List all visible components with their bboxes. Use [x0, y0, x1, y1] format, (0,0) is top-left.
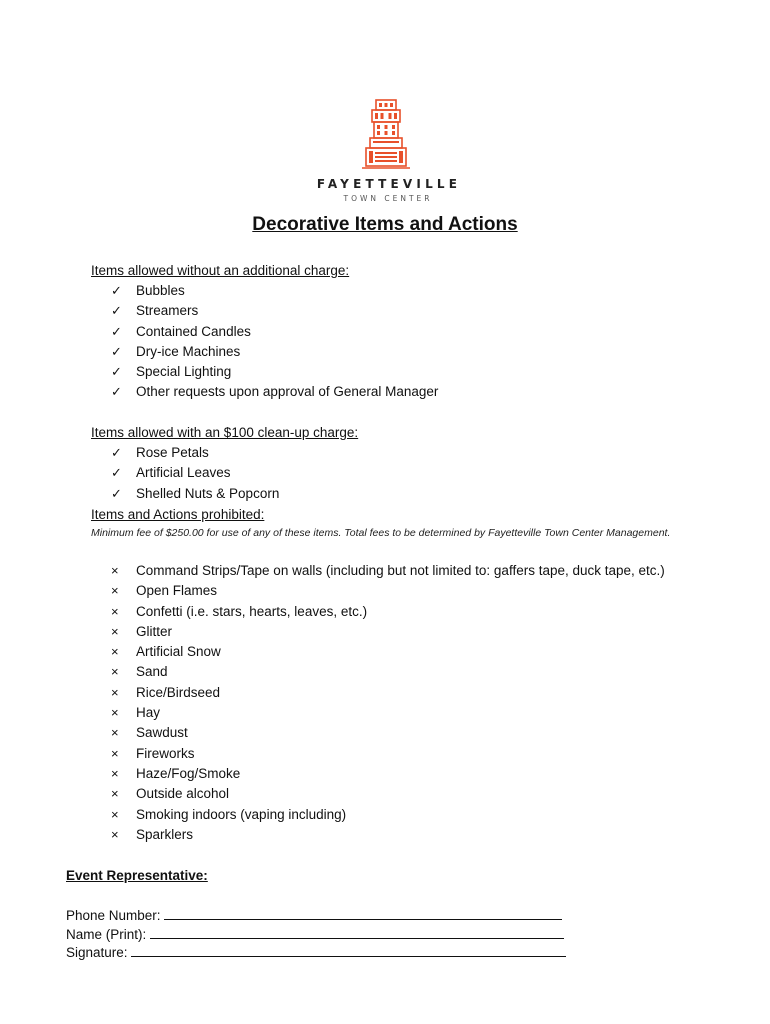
prohibited-item — [111, 683, 665, 703]
brand-name: FAYETTEVILLE — [316, 177, 462, 191]
signature-field[interactable] — [131, 942, 566, 957]
list-item-text: Streamers — [136, 303, 199, 319]
list-item-text: Shelled Nuts & Popcorn — [136, 485, 280, 501]
list-item-text: Special Lighting — [136, 364, 232, 380]
cross-mark-icon: × — [111, 786, 119, 802]
list-item-text: Fireworks — [136, 745, 195, 761]
free-item — [111, 382, 438, 402]
cleanup-item — [111, 443, 279, 463]
list-item-text: Rose Petals — [136, 445, 209, 460]
list-item-text: Outside alcohol — [136, 786, 230, 802]
prohibited-fee-note: Minimum fee of $250.00 for use of any of these items. Total fees to be determined by Fayetteville Town Center Management. — [91, 527, 671, 539]
name-print-row — [66, 924, 564, 942]
cross-mark-icon: × — [111, 583, 119, 599]
cross-mark-icon: × — [111, 765, 119, 781]
list-item-text: Rice/Birdseed — [136, 684, 221, 700]
check-mark-icon: ✓ — [111, 343, 122, 359]
cross-mark-icon: × — [111, 684, 119, 700]
prohibited-item — [111, 784, 665, 804]
cross-mark-icon: × — [111, 664, 119, 680]
prohibited-items-list — [111, 561, 665, 845]
cross-mark-icon: × — [111, 806, 119, 822]
event-representative-heading: Event Representative: — [66, 868, 208, 883]
list-item-text: Dry-ice Machines — [136, 343, 241, 359]
cross-mark-icon: × — [111, 745, 119, 761]
prohibited-item — [111, 642, 665, 662]
list-item-text: Sparklers — [136, 826, 194, 842]
prohibited-item — [111, 602, 665, 622]
prohibited-item — [111, 764, 665, 784]
check-mark-icon: ✓ — [111, 485, 122, 501]
cross-mark-icon: × — [111, 563, 119, 578]
check-mark-icon: ✓ — [111, 445, 122, 460]
free-item — [111, 322, 438, 342]
free-items-heading: Items allowed without an additional charge: — [91, 263, 350, 278]
free-item — [111, 281, 438, 301]
check-mark-icon: ✓ — [111, 465, 122, 481]
list-item-text: Haze/Fog/Smoke — [136, 765, 241, 781]
cross-mark-icon: × — [111, 623, 119, 639]
prohibited-item — [111, 581, 665, 601]
prohibited-item — [111, 723, 665, 743]
cross-mark-icon: × — [111, 603, 119, 619]
phone-number-row — [66, 905, 562, 923]
list-item-text: Command Strips/Tape on walls (including but not limited to: gaffers tape, duck tape, etc.) — [136, 563, 665, 578]
list-item-text: Other requests upon approval of General Manager — [136, 384, 439, 400]
cross-mark-icon: × — [111, 644, 119, 660]
list-item-text: Glitter — [136, 623, 173, 639]
name-print-label: Name (Print): — [66, 927, 147, 942]
cleanup-items-heading: Items allowed with an $100 clean-up charge: — [91, 425, 359, 440]
prohibited-item — [111, 561, 665, 581]
list-item-text: Artificial Leaves — [136, 465, 231, 481]
check-mark-icon: ✓ — [111, 283, 122, 298]
cleanup-items-list — [111, 443, 279, 504]
list-item-text: Bubbles — [136, 283, 185, 298]
prohibited-items-heading: Items and Actions prohibited: — [91, 507, 265, 522]
cross-mark-icon: × — [111, 725, 119, 741]
free-item — [111, 362, 438, 382]
free-items-list — [111, 281, 438, 403]
list-item-text: Smoking indoors (vaping including) — [136, 806, 347, 822]
list-item-text: Hay — [136, 705, 161, 721]
prohibited-item — [111, 805, 665, 825]
cleanup-item — [111, 484, 279, 504]
list-item-text: Open Flames — [136, 583, 218, 599]
list-item-text: Artificial Snow — [136, 644, 221, 660]
name-print-field[interactable] — [150, 924, 564, 939]
check-mark-icon: ✓ — [111, 303, 122, 319]
cross-mark-icon: × — [111, 826, 119, 842]
list-item-text: Sawdust — [136, 725, 188, 741]
list-item-text: Sand — [136, 664, 168, 680]
signature-label: Signature: — [66, 945, 128, 960]
prohibited-item — [111, 703, 665, 723]
cleanup-item — [111, 463, 279, 483]
signature-row — [66, 942, 566, 960]
cross-mark-icon: × — [111, 705, 119, 721]
list-item-text: Confetti (i.e. stars, hearts, leaves, etc.) — [136, 603, 368, 619]
free-item — [111, 301, 438, 321]
prohibited-item — [111, 662, 665, 682]
fayetteville-building-logo — [360, 98, 412, 172]
brand-subtitle: TOWN CENTER — [343, 194, 433, 203]
page-title: Decorative Items and Actions — [252, 214, 518, 235]
check-mark-icon: ✓ — [111, 323, 122, 339]
check-mark-icon: ✓ — [111, 364, 122, 380]
check-mark-icon: ✓ — [111, 384, 122, 400]
list-item-text: Contained Candles — [136, 323, 251, 339]
prohibited-item — [111, 825, 665, 845]
prohibited-item — [111, 744, 665, 764]
free-item — [111, 342, 438, 362]
phone-number-field[interactable] — [164, 905, 562, 920]
phone-number-label: Phone Number: — [66, 908, 161, 923]
prohibited-item — [111, 622, 665, 642]
